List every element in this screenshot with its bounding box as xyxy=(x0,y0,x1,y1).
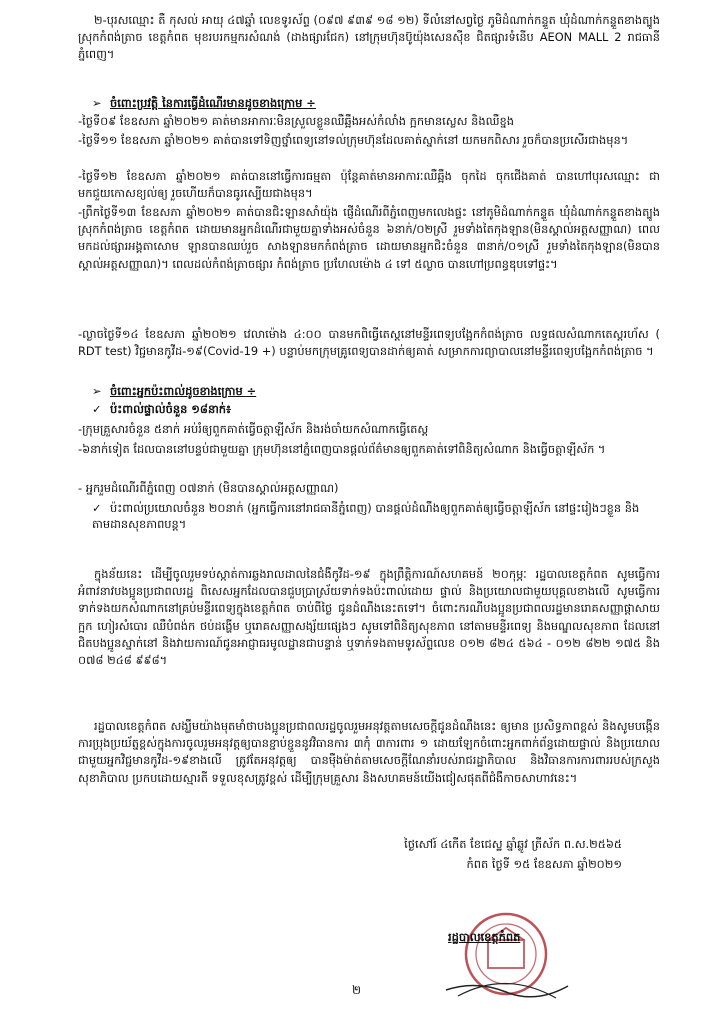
paragraph-may-13: -ព្រឹកថ្ងៃទី១៣ ខែឧសភា ឆ្នាំ២០២១ គាត់បានជិះឡានសាំយ៉ុង ផ្ញើដំណើរពីភ្នំពេញមកលេងផ្ទះ នៅភូមិដំណាក់កន្ទួត ឃុំដំណាក់កន្ទួតខាងត្បូង ស្រុកកំពង់ត្រាច ខេត្តកំពត ដោយមានអ្នកដំណើរជាមួយគ្នាទាំងអស់ចំនួន ៦នាក់/០២ស្រី រួមទាំងតៃកុងឡាន(មិនស្គាល់អត្តសញ្ញាណ) ពេលមកដល់ផ្សារអង្គតាសោម ឡានបានឈប់រួច សាងឡានមកកំពង់ត្រាច ដោយមានអ្នកជិះចំនួន ៣នាក់/០១ស្រី រួមទាំងតៃកុងឡាន(មិនបានស្គាល់អត្តសញ្ញាណ)។ ពេលដល់កំពង់ត្រាចផ្សារ កំពង់ត្រាច ប្រហែលម៉ោង ៤ ទៅ ៥ល្ងាច បានហៅប្រពន្ធឌុបទៅផ្ទះ។ xyxy=(78,205,660,271)
paragraph-appeal: ក្នុងន័យនេះ ដើម្បីចូលរួមទប់ស្កាត់ការឆ្លងរាលដាលនៃជំងឺកូវីដ-១៩ ក្នុងព្រឹត្តិការណ៍សហគមន៍ ២០កុម្ភៈ រដ្ឋបាលខេត្តកំពត សូមធ្វើការអំពាវនាវបងប្អូនប្រជាពលរដ្ឋ ពិសេសអ្នកដែលបានជួបប្រាស្រ័យទាក់ទងប៉ះពាល់ដោយ ផ្ទាល់ និងប្រយោលជាមួយបុគ្គលខាងលើ សូមធ្វើការទាក់ទងយកសំណាកនៅគ្រប់មន្ទីរពេទ្យក្នុងខេត្តកំពត ចាប់ពីថ្ងៃ ជូនដំណឹងនេះតទៅ។ ចំពោះករណីបងប្អូនប្រជាពលរដ្ឋមានរោគសញ្ញាផ្ដាសាយ ក្អក ហៀរសំបោរ ឈឺបំពង់ក ថប់ដង្ហើម ឬរោគសញ្ញាសង្ស័យផ្សេងៗ សូមទៅពិនិត្យសុខភាព នៅតាមមន្ទីរពេទ្យ និងមណ្ឌលសុខភាព ដែលនៅជិតបងប្អូនស្នាក់នៅ និងវាយការណ៍ជូនអាជ្ញាធរមូលដ្ឋានជាបន្ទាន់ ឬទាក់ទងតាមទូរស័ព្ទលេខ ០១២ ៨២៤ ៥៦៤ - ០១២ ៨២២ ១៧៥ និង ០៧៨ ២៤៨ ៩៩៨។ xyxy=(78,567,660,668)
paragraph-closing: រដ្ឋបាលខេត្តកំពត សង្ឃឹមយ៉ាងមុតមាំថាបងប្អូនប្រជាពលរដ្ឋចូលរួមអនុវត្តតាមសេចក្ដីជូនដំណឹងនេះ ឲ្យមាន ប្រសិទ្ធភាពខ្ពស់ និងសូមបង្កើនការប្រុងប្រយ័ត្នខ្ពស់ក្នុងការចូលរួមអនុវត្តឲ្យបានខ្ជាប់ខ្ជួននូវវិធានការ ៣កុំ ៣ការពារ ១ ដោយឡែកចំពោះអ្នកពាក់ព័ន្ធដោយផ្ទាល់ និងប្រយោលជាមួយអ្នកវិជ្ជមានកូវីដ-១៩ខាងលើ ត្រូវតែអនុវត្តឲ្យ បានម៉ឺងម៉ាត់តាមសេចក្ដីណែនាំរបស់រាជរដ្ឋាភិបាល និងវិធានការការពាររបស់ក្រសួងសុខាភិបាល ប្រកបដោយស្មារតី ទទួលខុសត្រូវខ្ពស់ ដើម្បីក្រុមគ្រួសារ និងសហគមន៍យើងជៀសផុតពីជំងឺកាចសាហាវនេះ។ xyxy=(78,719,660,785)
check-icon: ✓ xyxy=(92,402,102,416)
check-icon: ✓ xyxy=(92,501,102,515)
paragraph-may-11: -ថ្ងៃទី១១ ខែឧសភា ឆ្នាំ២០២១ គាត់បានទៅទិញថ្នាំពេទ្យនៅទល់ក្រុមហ៊ុនដែលគាត់ស្នាក់នៅ យកមកពិសារ រួចក៏បានប្រសើរជាងមុន។ xyxy=(78,133,629,147)
heading-text: ប៉ះពាល់ប្រយោលចំនួន ២០នាក់ (អ្នកធ្វើការនៅរាជធានីភ្នំពេញ) បានផ្ដល់ដំណឹងឲ្យពួកគាត់ឲ្យធ្វើចត្តាឡីស័ក នៅផ្ទះរៀងៗខ្លួន និងតាមដានសុខភាពបន្ត។ xyxy=(92,501,640,531)
heading-contacts xyxy=(92,383,256,399)
heading-text: ចំពោះប្រវត្តិ នៃការធ្វើដំណើរមានដូចខាងក្រោម ÷ xyxy=(110,96,316,110)
heading-text: ប៉ះពាល់ផ្ទាល់ចំនួន ១៨នាក់៖ xyxy=(110,402,232,416)
gregorian-date: កំពត ថ្ងៃទី ១៥ ខែឧសភា ឆ្នាំ២០២១ xyxy=(466,857,622,871)
heading-direct-contacts xyxy=(92,401,231,417)
official-stamp xyxy=(436,910,576,1002)
page-number: ២ xyxy=(352,983,362,997)
heading-text: ចំពោះអ្នកប៉ះពាល់ដូចខាងក្រោម ÷ xyxy=(110,384,257,398)
paragraph-roommates: -៦នាក់ទៀត ដែលបាននៅបន្ទប់ជាមួយគ្នា ក្រុមហ៊ុននៅភ្នំពេញបានផ្ដល់ព័ត៌មានឲ្យពួកគាត់ទៅពិនិត្យសំណាក និងធ្វើចត្តាឡីស័ក ។ xyxy=(78,442,606,456)
paragraph-may-12: -ថ្ងៃទី១២ ខែឧសភា ឆ្នាំ២០២១ គាត់បាននៅធ្វើការធម្មតា ប៉ុន្តែគាត់មានអាការៈឈឺឆ្អឹង ចុកដៃ ចុកជើងគាត់ បានហៅបុរសឈ្មោះ ជា មកជួយកោសខ្យល់ឲ្យ រួចហើយក៏បានធូរស្បើយជាងមុន។ xyxy=(78,169,660,201)
lunar-date: ថ្ងៃសៅរ៍ ៤កើត ខែជេស្ឋ ឆ្នាំឆ្លូវ ត្រីស័ក ព.ស.២៥៦៥ xyxy=(404,837,622,851)
signatory-title: រដ្ឋបាលខេត្តកំពត xyxy=(448,930,521,944)
paragraph-family: -ក្រុមគ្រួសារចំនួន ៥នាក់ អប់រំឲ្យពួកគាត់ធ្វើចត្តាឡីស័ក និងរង់ចាំយកសំណាកធ្វើតេស្ត xyxy=(78,422,429,436)
paragraph-person-info: ២-បុរសឈ្មោះ តឺ កុសល់ អាយុ ៤៧ឆ្នាំ លេខទូរស័ព្ទ (០៩៧ ៩៣៩ ១៨ ១២) ទីលំនៅសព្វថ្ងៃ ភូមិដំណាក់កន្ទួត ឃុំដំណាក់កន្ទួតខាងត្បូង ស្រុកកំពង់ត្រាច ខេត្តកំពត មុខរបរកម្មករសំណង់ (ដាងផ្សារជែក) នៅក្រុមហ៊ុនប៊ូយ៉ុងសេនស៊ីខ ជិតផ្សារទំនើប AEON MALL 2 រាជធានីភ្នំពេញ។ xyxy=(78,13,660,62)
paragraph-may-9: -ថ្ងៃទី០៩ ខែឧសភា ឆ្នាំ២០២១ គាត់មានអាការៈមិនស្រួលខ្លួនឈឺឆ្អឹងអស់កំលាំង ក្អកមានស្លេស និងឈឺខ្នង xyxy=(78,114,514,128)
arrow-bullet-icon: ➢ xyxy=(92,96,102,110)
paragraph-may-14: -ល្ងាចថ្ងៃទី១៤ ខែឧសភា ឆ្នាំ២០២១ វេលាម៉ោង ៤:០០ បានមកពិធ្វើតេស្តនៅមន្ទីរពេទ្យបង្អែកកំពង់ត្រាច លទ្ធផលសំណាកតេស្តរហ័ស ( RDT test) វិជ្ជមានកូវីដ-១៩(Covid-19 +) បន្ទាប់មកក្រុមគ្រូពេទ្យបានដាក់ឲ្យគាត់ សម្រាកការព្យាបាលនៅមន្ទីរពេទ្យបង្អែកកំពង់ត្រាច ។ xyxy=(78,327,660,359)
paragraph-fellow-travelers: - អ្នករួមដំណើរពីភ្នំពេញ ០៧នាក់ (មិនបានស្គាល់អត្តសញ្ញាណ) xyxy=(78,481,339,495)
heading-travel-history xyxy=(92,95,316,111)
arrow-bullet-icon: ➢ xyxy=(92,384,102,398)
heading-indirect-contacts xyxy=(92,500,652,532)
